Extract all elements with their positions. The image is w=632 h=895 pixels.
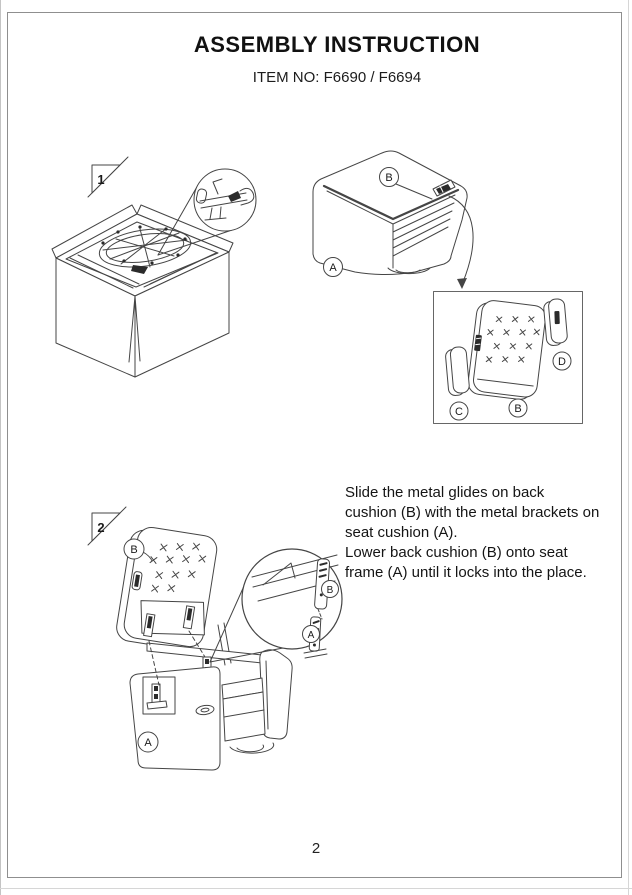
- label-b-badge-step2: [124, 539, 144, 559]
- label-b-badge-step1: [380, 168, 399, 187]
- page-title: ASSEMBLY INSTRUCTION: [193, 32, 481, 57]
- step1-flag: [88, 157, 128, 197]
- label-b-badge-magnifier: [322, 581, 339, 598]
- step2-number: 2: [97, 520, 105, 535]
- instruction-line: Lower back cushion (B) onto seat: [345, 544, 568, 561]
- svg-text:A: A: [144, 737, 152, 749]
- svg-text:B: B: [514, 403, 522, 415]
- label-c-badge: [450, 402, 468, 420]
- instruction-line: frame (A) until it locks into the place.: [345, 564, 587, 581]
- arrowhead: [457, 278, 467, 289]
- label-b-badge-inset: [509, 399, 527, 417]
- paper-edge-left: [0, 0, 1, 895]
- header: [52, 32, 622, 87]
- label-a-badge-step1: [324, 258, 343, 277]
- svg-text:D: D: [558, 356, 566, 368]
- label-d-badge: [553, 352, 571, 370]
- side-pad-c-part: [445, 346, 470, 396]
- instruction-line: Slide the metal glides on back: [345, 484, 545, 501]
- label-a-badge-magnifier: [303, 626, 320, 643]
- page-number: 2: [311, 840, 321, 857]
- step2-magnifier: [210, 549, 342, 662]
- step2-instructions: [345, 483, 627, 583]
- svg-text:B: B: [130, 544, 138, 556]
- paper-edge-bottom: [0, 888, 632, 889]
- step2-drawing: [85, 505, 350, 795]
- carton-box: [52, 205, 233, 377]
- item-number: ITEM NO: F6690 / F6694: [252, 69, 422, 86]
- label-a-badge-step2: [138, 732, 158, 752]
- step1-carton-drawing: [40, 155, 270, 385]
- svg-text:B: B: [385, 172, 393, 184]
- step1-seat-frame-drawing: [305, 142, 480, 300]
- svg-text:B: B: [326, 585, 334, 596]
- step1-number: 1: [97, 172, 105, 187]
- instruction-line: seat cushion (A).: [345, 524, 458, 541]
- side-pad-d-part: [543, 298, 568, 346]
- paper-edge-right: [628, 0, 629, 895]
- svg-text:A: A: [329, 262, 337, 274]
- parts-inset-drawing: [433, 291, 583, 424]
- svg-text:A: A: [307, 630, 315, 641]
- back-cushion-part: [467, 299, 547, 402]
- step2-flag: [88, 507, 126, 545]
- instruction-line: cushion (B) with the metal brackets on: [345, 504, 600, 521]
- svg-text:C: C: [455, 406, 463, 418]
